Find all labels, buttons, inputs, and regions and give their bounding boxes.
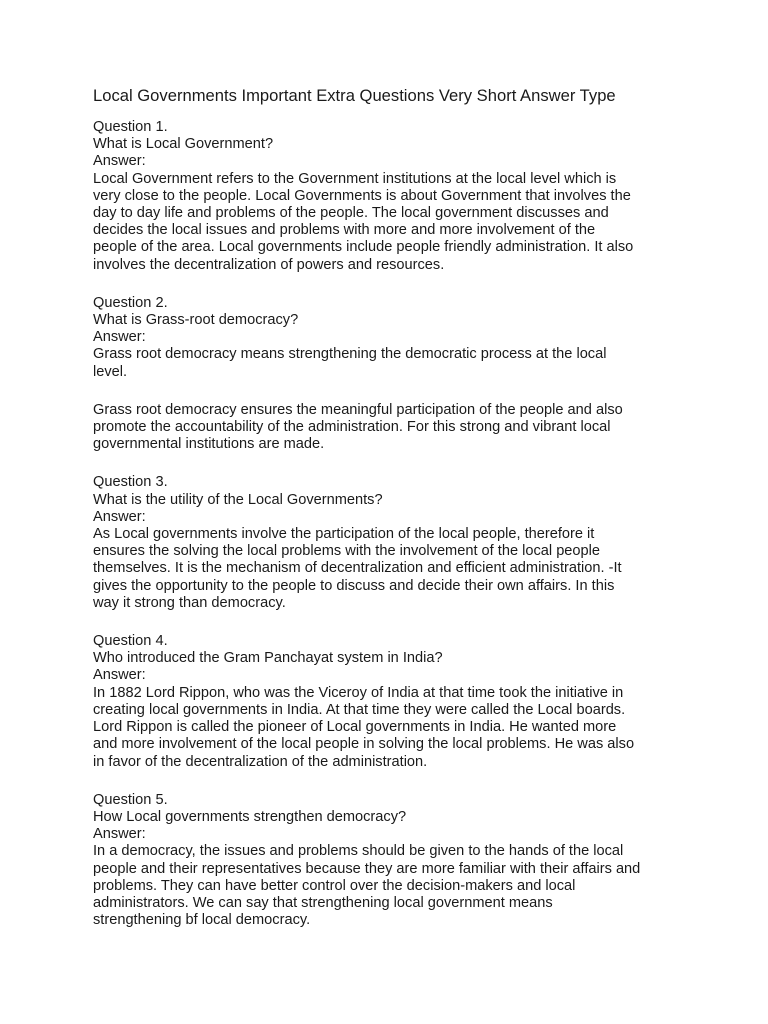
answer-line: problems. They can have better control over the decision-makers and local (93, 877, 576, 894)
answer-line: ensures the solving the local problems with the involvement of the local people (93, 543, 601, 560)
answer-line: creating local governments in India. At that time they were called the Local boards. (93, 701, 626, 718)
question-number: Question 2. (93, 294, 168, 311)
answer-label: Answer: (93, 667, 146, 684)
question-number: Question 3. (93, 474, 168, 491)
answer-paragraph (93, 402, 708, 454)
answer-line: strengthening bf local democracy. (93, 912, 311, 929)
answer-line: way it strong than democracy. (93, 594, 286, 611)
answer-label: Answer: (93, 508, 146, 525)
question-block (93, 119, 708, 274)
answer-line: people of the area. Local governments include people friendly administration. It also (93, 239, 634, 256)
answer-paragraph (93, 346, 708, 380)
answer-line: day to day life and problems of the people. The local government discusses and (93, 205, 609, 222)
answer-line: themselves. It is the mechanism of decentralization and efficient administration. -It (93, 560, 622, 577)
answer-line: Grass root democracy ensures the meaningful participation of the people and also (93, 401, 623, 418)
answer-line: In a democracy, the issues and problems should be given to the hands of the local (93, 843, 624, 860)
answer-line: Grass root democracy means strengthening the democratic process at the local (93, 346, 607, 363)
answer-line: and more involvement of the local people in solving the local problems. He was also (93, 736, 635, 753)
question-text: How Local governments strengthen democracy? (93, 808, 407, 825)
answer-paragraph (93, 526, 708, 612)
answer-paragraph (93, 685, 708, 771)
question-text: What is Local Government? (93, 136, 274, 153)
paragraph-gap (93, 381, 708, 402)
answer-line: promote the accountability of the administration. For this strong and vibrant local (93, 419, 611, 436)
question-number: Question 1. (93, 119, 168, 135)
answer-line: governmental institutions are made. (93, 436, 325, 453)
answer-line: As Local governments involve the participation of the local people, therefore it (93, 526, 595, 543)
answer-line: very close to the people. Local Governments is about Government that involves the (93, 187, 631, 204)
answer-line: administrators. We can say that strengthening local government means (93, 894, 553, 911)
question-number: Question 5. (93, 791, 168, 808)
answer-paragraph (93, 843, 708, 929)
question-block (93, 295, 708, 454)
answer-line: decides the local issues and problems with more and more involvement of the (93, 222, 596, 239)
answer-label: Answer: (93, 153, 146, 170)
answer-label: Answer: (93, 329, 146, 346)
answer-paragraph (93, 171, 708, 274)
question-block (93, 792, 708, 930)
question-number: Question 4. (93, 633, 168, 650)
answer-line: level. (93, 363, 128, 380)
answer-line: people and their representatives because they are more familiar with their affairs and (93, 860, 641, 877)
question-text: What is Grass-root democracy? (93, 312, 299, 329)
questions-list (93, 119, 708, 929)
answer-label: Answer: (93, 826, 146, 843)
question-text: What is the utility of the Local Governments? (93, 491, 383, 508)
answer-line: involves the decentralization of powers and resources. (93, 256, 445, 273)
answer-line: Local Government refers to the Government institutions at the local level which is (93, 170, 617, 187)
question-block (93, 633, 708, 771)
answer-line: in favor of the decentralization of the administration. (93, 753, 428, 770)
answer-line: In 1882 Lord Rippon, who was the Viceroy of India at that time took the initiative in (93, 684, 624, 701)
question-block (93, 474, 708, 612)
answer-line: gives the opportunity to the people to discuss and decide their own affairs. In this (93, 577, 615, 594)
question-text: Who introduced the Gram Panchayat system in India? (93, 650, 443, 667)
document-title: Local Governments Important Extra Questions Very Short Answer Type (93, 86, 616, 105)
answer-line: Lord Rippon is called the pioneer of Local governments in India. He wanted more (93, 719, 617, 736)
